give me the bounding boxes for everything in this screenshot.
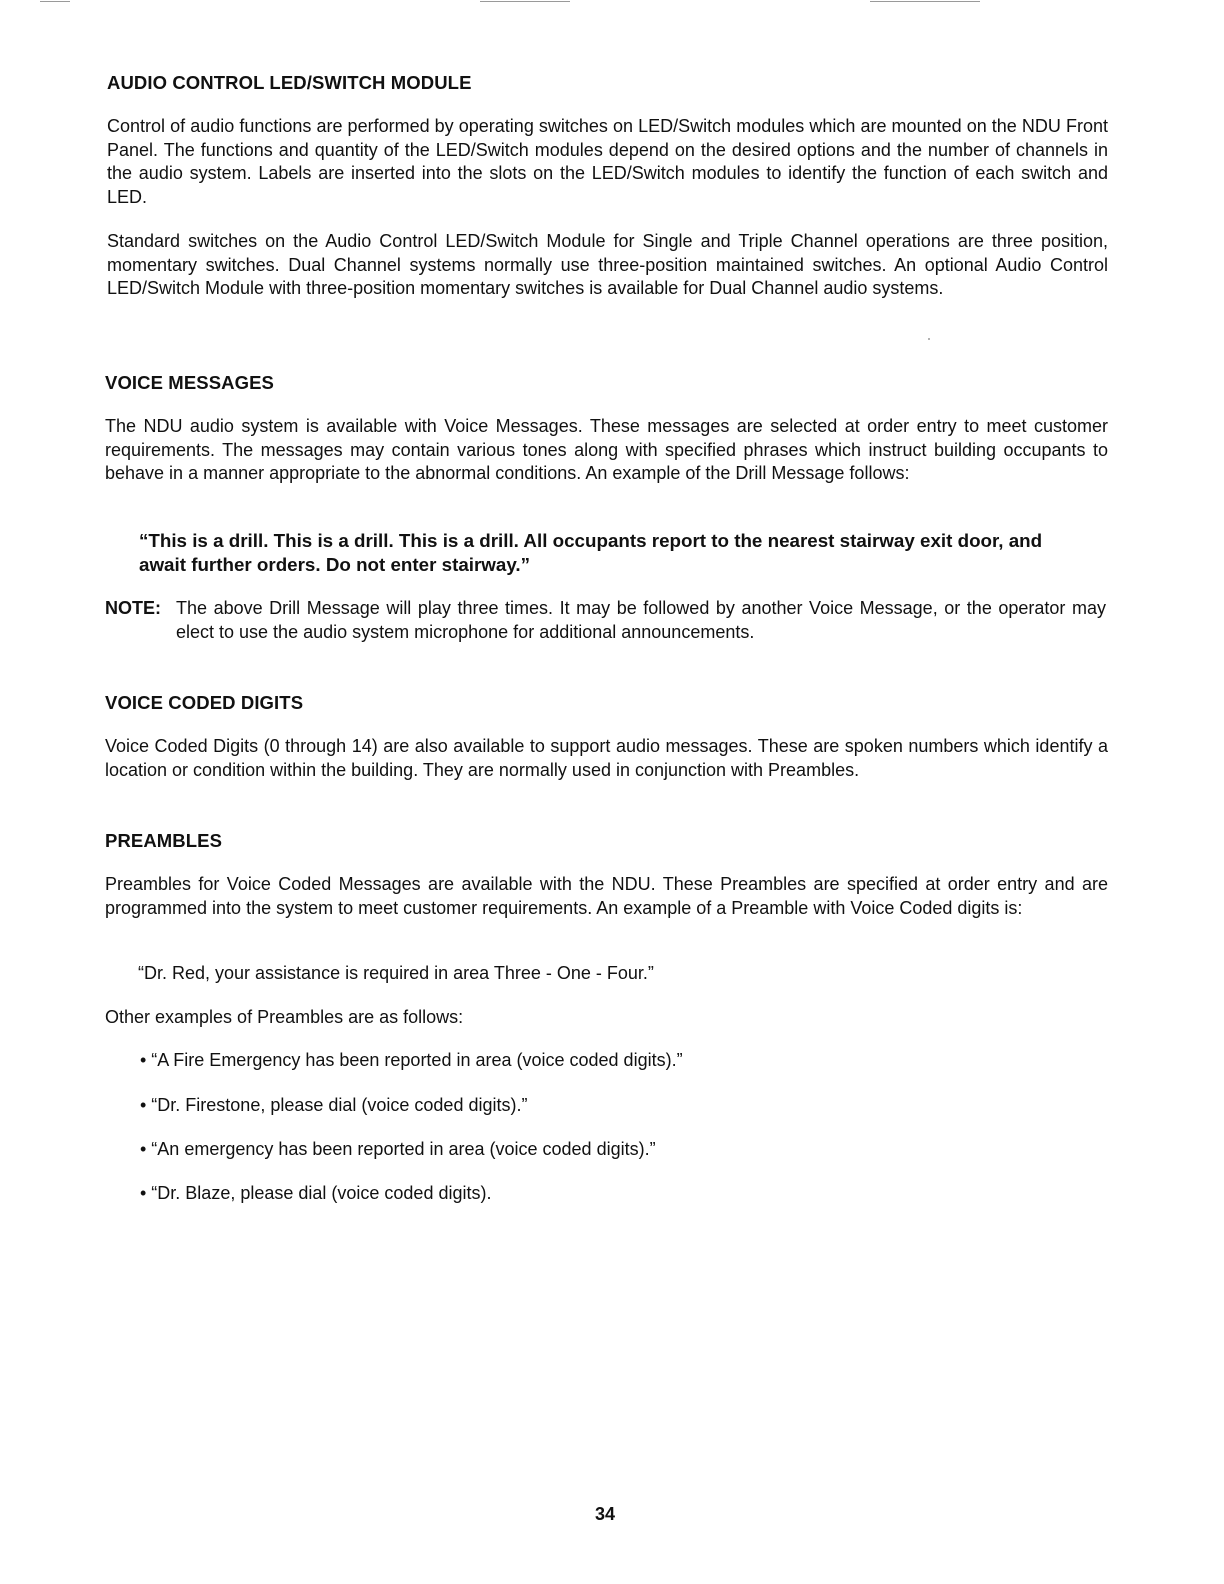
voice-coded-digits-paragraph: Voice Coded Digits (0 through 14) are also available to support audio messages. These are spoken numbers which identify a location or condition within the building. They are normally used in conjunction with Preambles. [105,736,1108,780]
note-text: The above Drill Message will play three times. It may be followed by another Voice Message, or the operator may elect to use the audio system microphone for additional announcements. [176,598,1106,642]
scan-artifact [40,1,70,2]
preamble-bullet-block [140,1093,1040,1117]
preambles-paragraph: Preambles for Voice Coded Messages are available with the NDU. These Preambles are specified at order entry and are programmed into the system to meet customer requirements. An example of a Preamble with Voice Coded digits is: [105,874,1108,918]
voice-messages-paragraph-block [105,415,1108,486]
preamble-bullet: • “A Fire Emergency has been reported in area (voice coded digits).” [140,1050,683,1070]
other-examples-intro-block [105,1006,1005,1030]
voice-coded-digits-paragraph-block [105,735,1108,782]
preamble-bullet: • “Dr. Firestone, please dial (voice coded digits).” [140,1095,528,1115]
note-block [105,596,1108,646]
heading-voice-messages: VOICE MESSAGES [105,372,274,393]
section-preambles [105,829,1106,853]
audio-control-paragraph-1: Control of audio functions are performed by operating switches on LED/Switch modules which are mounted on the NDU Front Panel. The functions and quantity of the LED/Switch modules depend on the desired options and the number of channels in the audio system. Labels are inserted into the slots on the LED/Switch modules to identify the function of each switch and LED. [107,116,1108,207]
voice-messages-paragraph: The NDU audio system is available with Voice Messages. These messages are selected at order entry to meet customer requirements. The messages may contain various tones along with specified phrases which instruct building occupants to behave in a manner appropriate to the abnormal conditions. An example of the Drill Message follows: [105,416,1108,483]
scan-speck [928,338,930,340]
audio-control-paragraph-2-block [107,230,1108,301]
section-voice-messages [105,371,1106,395]
preamble-example-block [138,962,1038,986]
preamble-bullet-block [140,1181,1040,1205]
preamble-example: “Dr. Red, your assistance is required in area Three - One - Four.” [138,963,654,983]
drill-message-quote-block [139,529,1079,577]
section-audio-control [107,71,1108,95]
audio-control-paragraph-2: Standard switches on the Audio Control LED/Switch Module for Single and Triple Channel operations are three position, momentary switches. Dual Channel systems normally use three-position maintained switches. An optional Audio Control LED/Switch Module with three-position momentary switches is available for Dual Channel audio systems. [107,231,1108,298]
page-number: 34 [594,1504,616,1524]
heading-preambles: PREAMBLES [105,830,223,851]
section-voice-coded-digits [105,691,1106,715]
note-label: NOTE: [105,598,161,618]
audio-control-paragraph-1-block [107,115,1108,209]
scan-artifact [870,1,980,2]
drill-message-quote: “This is a drill. This is a drill. This is a drill. All occupants report to the nearest stairway exit door, and await further orders. Do not enter stairway.” [139,530,1043,575]
scan-artifact [480,1,570,2]
preamble-bullet-block [140,1048,1040,1072]
preamble-bullet: • “Dr. Blaze, please dial (voice coded digits). [140,1183,492,1203]
preamble-bullet-block [140,1137,1040,1161]
heading-audio-control: AUDIO CONTROL LED/SWITCH MODULE [107,72,472,93]
other-examples-intro: Other examples of Preambles are as follows: [105,1007,464,1027]
heading-voice-coded-digits: VOICE CODED DIGITS [105,692,304,713]
preambles-paragraph-block [105,873,1108,920]
preamble-bullet: • “An emergency has been reported in area (voice coded digits).” [140,1139,656,1159]
